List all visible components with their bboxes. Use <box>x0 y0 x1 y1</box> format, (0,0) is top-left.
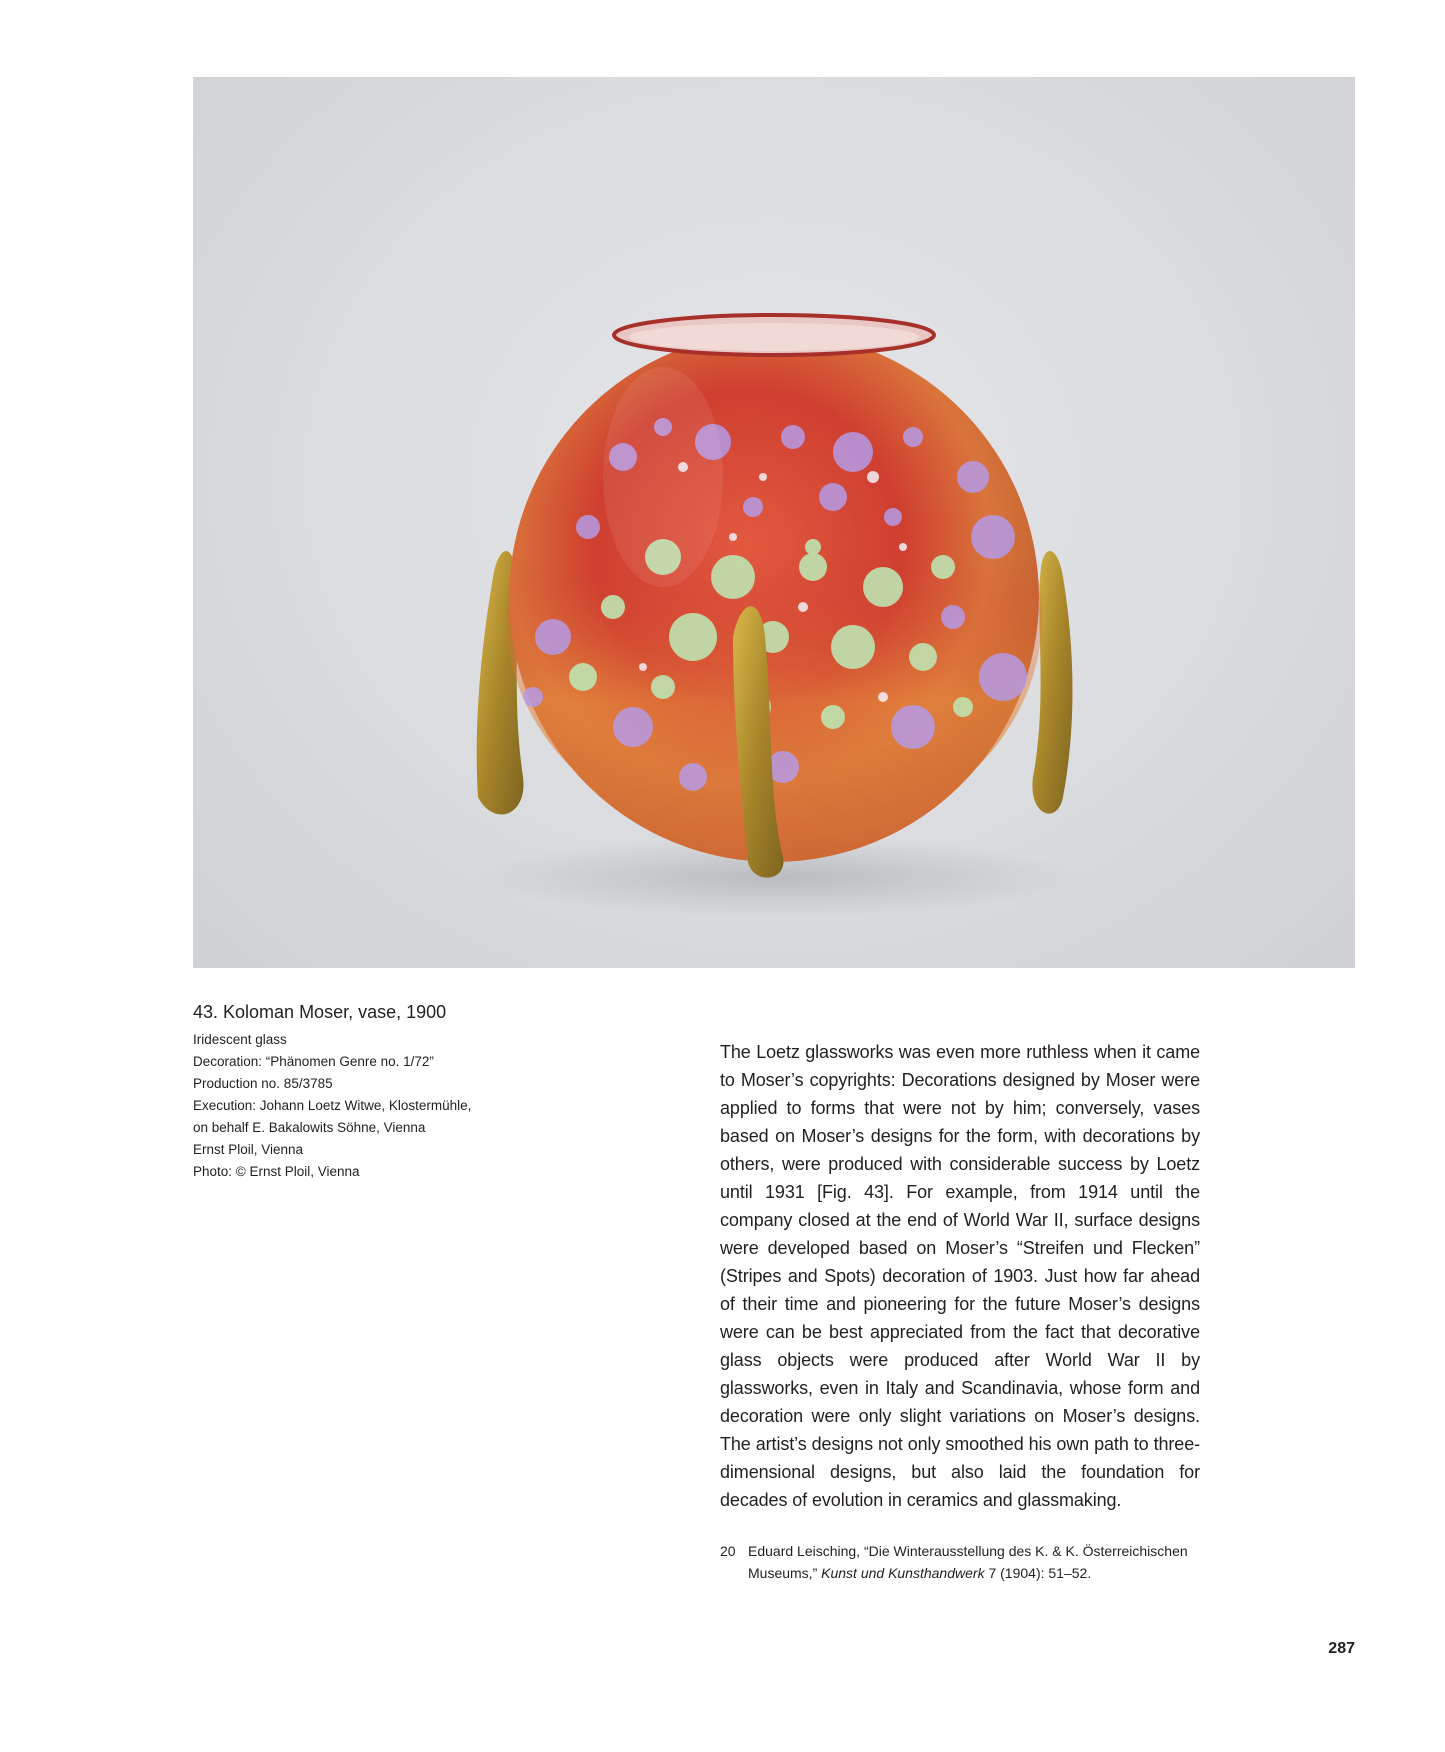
footnote-text <box>748 1540 1200 1584</box>
footnote <box>720 1540 1200 1584</box>
figure-caption <box>193 1000 653 1183</box>
footnote-text-after: 7 (1904): 51–52. <box>984 1565 1092 1581</box>
page-number: 287 <box>1328 1640 1355 1657</box>
footnote-number: 20 <box>720 1543 736 1559</box>
caption-line-execution: Execution: Johann Loetz Witwe, Klostermühle, <box>193 1098 472 1113</box>
caption-line-production: Production no. 85/3785 <box>193 1076 333 1091</box>
footnote-journal-title: Kunst und Kunsthandwerk <box>821 1565 985 1581</box>
footnote-text-before: Eduard Leisching, “Die Winterausstellung des K. & K. Österreichischen Museums,” <box>748 1543 1188 1581</box>
caption-line-material: Iridescent glass <box>193 1032 287 1047</box>
caption-line-photo-credit: Photo: © Ernst Ploil, Vienna <box>193 1164 360 1179</box>
caption-line-collection: Ernst Ploil, Vienna <box>193 1142 304 1157</box>
vase-opening <box>629 323 919 351</box>
caption-line-execution-cont: on behalf E. Bakalowits Söhne, Vienna <box>193 1120 426 1135</box>
body-paragraph: The Loetz glassworks was even more ruthless when it came to Moser’s copyrights: Decorations designed by Moser were applied to forms that were not by him; conversely, vases based on Moser’s designs for the form, with decorations by others, were produced with considerable success by Loetz until 1931 [Fig. 43]. For example, from 1914 until the company closed at the end of World War II, surface designs were developed based on Moser’s “Streifen und Flecken” (Stripes and Spots) decoration of 1903. Just how far ahead of their time and pioneering for the future Moser’s designs were can be best appreciated from the fact that decorative glass objects were produced after World War II by glassworks, even in Italy and Scandinavia, whose form and decoration were only slight variations on Moser’s designs. The artist’s designs not only smoothed his own path to three-dimensional designs, but also laid the foundation for decades of evolution in ceramics and glassmaking. <box>720 1042 1200 1510</box>
caption-title: 43. Koloman Moser, vase, 1900 <box>193 1002 447 1022</box>
vase-body <box>503 332 1048 877</box>
figure-photo <box>193 77 1355 968</box>
caption-line-decoration: Decoration: “Phänomen Genre no. 1/72” <box>193 1054 434 1069</box>
vase-illustration <box>193 77 1355 968</box>
